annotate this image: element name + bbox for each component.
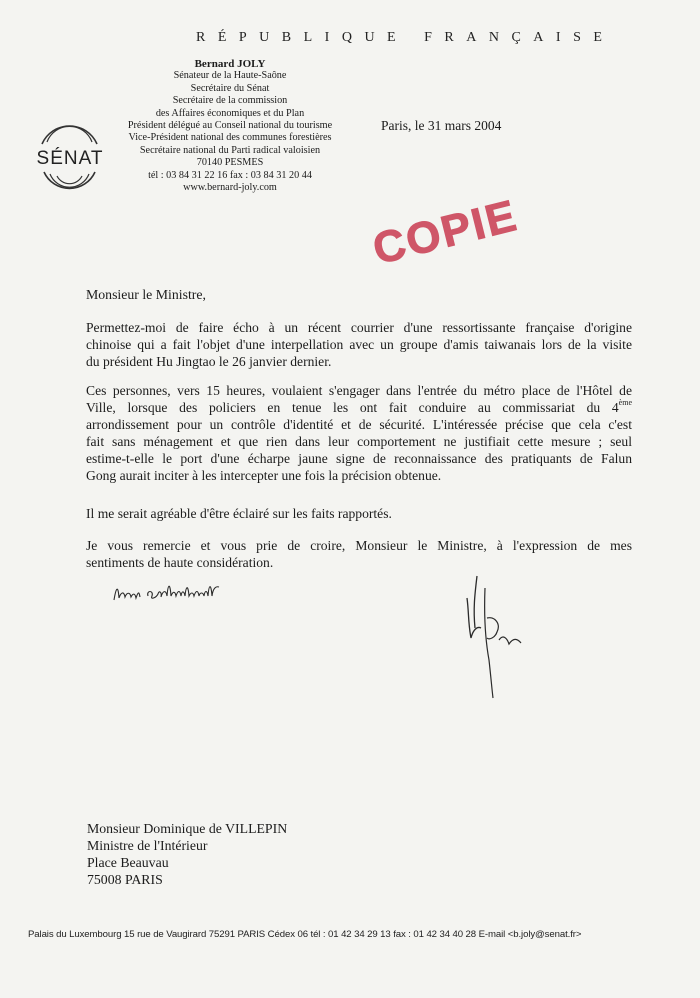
paragraph-line xyxy=(86,399,632,416)
signature-scribble xyxy=(455,568,545,703)
sender-address: 70140 PESMES xyxy=(196,157,264,169)
sender-title: Secrétaire de la commission xyxy=(172,95,288,107)
paragraph-3 xyxy=(86,505,632,522)
sender-title: Secrétaire national du Parti radical valoisien xyxy=(139,144,321,156)
recipient-line: 75008 PARIS xyxy=(87,872,163,887)
recipient-line: Monsieur Dominique de VILLEPIN xyxy=(87,821,288,836)
recipient-address xyxy=(87,820,287,888)
sender-title: Vice-Président national des communes forestières xyxy=(128,132,332,144)
paragraph-line-text: Ville, lorsque des policiers en tenue les ont fait conduire au commissariat du 4 xyxy=(86,400,619,415)
copie-stamp: COPIE xyxy=(368,190,523,275)
paragraph-line: sentiments de haute considération. xyxy=(86,555,274,570)
sender-title: Secrétaire du Sénat xyxy=(190,82,270,94)
handwritten-note-scribble xyxy=(112,578,262,608)
sender-title: Sénateur de la Haute-Saône xyxy=(173,70,287,82)
paragraph-line: Il me serait agréable d'être éclairé sur les faits rapportés. xyxy=(86,506,392,521)
sender-block xyxy=(105,58,355,194)
paragraph-line: Je vous remercie et vous prie de croire, Monsieur le Ministre, à l'expression de mes xyxy=(86,538,632,553)
paragraph-line: estime-t-elle le port d'une écharpe jaune signe de reconnaissance des pratiquants de Falun xyxy=(86,451,632,466)
recipient-line: Ministre de l'Intérieur xyxy=(87,838,208,853)
sender-phone-fax: tél : 03 84 31 22 16 fax : 03 84 31 20 44 xyxy=(148,169,312,181)
footer-contact: Palais du Luxembourg 15 rue de Vaugirard 75291 PARIS Cédex 06 tél : 01 42 34 29 13 fax : 01 42 34 40 28 E-mail <b.joly@senat.fr> xyxy=(28,929,582,940)
paragraph-line: fait sans ménagement et que rien dans leur comportement ne justifiait cette mesure ; seul xyxy=(86,434,632,449)
paragraph-line: Ces personnes, vers 15 heures, voulaient s'engager dans l'entrée du métro place de l'Hôtel de xyxy=(86,383,632,398)
sender-title: des Affaires économiques et du Plan xyxy=(155,107,305,119)
sender-website: www.bernard-joly.com xyxy=(183,182,277,194)
paragraph-line: Gong aurait inciter à les intercepter une fois la précision obtenue. xyxy=(86,468,442,483)
handwritten-note xyxy=(112,578,262,608)
republique-header: RÉPUBLIQUE FRANÇAISE xyxy=(196,30,615,45)
ordinal-superscript: ème xyxy=(618,398,632,407)
paragraph-line: chinoise qui a fait l'objet d'une interpellation avec un groupe d'amis taiwanais lors de la visite xyxy=(86,337,632,352)
sender-title: Président délégué au Conseil national du tourisme xyxy=(127,120,333,132)
sender-name: Bernard JOLY xyxy=(194,58,266,70)
recipient-line: Place Beauvau xyxy=(87,855,169,870)
paragraph-2 xyxy=(86,382,632,484)
paragraph-1 xyxy=(86,319,632,370)
senat-logo xyxy=(32,122,107,197)
signature xyxy=(455,568,545,703)
salutation: Monsieur le Ministre, xyxy=(86,287,206,302)
paragraph-line: arrondissement pour un contrôle d'identité et de sécurité. L'intéressée précise que cela c'est xyxy=(86,417,632,432)
paragraph-line: du président Hu Jingtao le 26 janvier dernier. xyxy=(86,354,332,369)
paragraph-4 xyxy=(86,537,632,571)
senat-logo-text: SÉNAT xyxy=(36,148,104,169)
paragraph-line: Permettez-moi de faire écho à un récent courrier d'une ressortissante française d'origine xyxy=(86,320,632,335)
letter-date: Paris, le 31 mars 2004 xyxy=(381,118,502,133)
